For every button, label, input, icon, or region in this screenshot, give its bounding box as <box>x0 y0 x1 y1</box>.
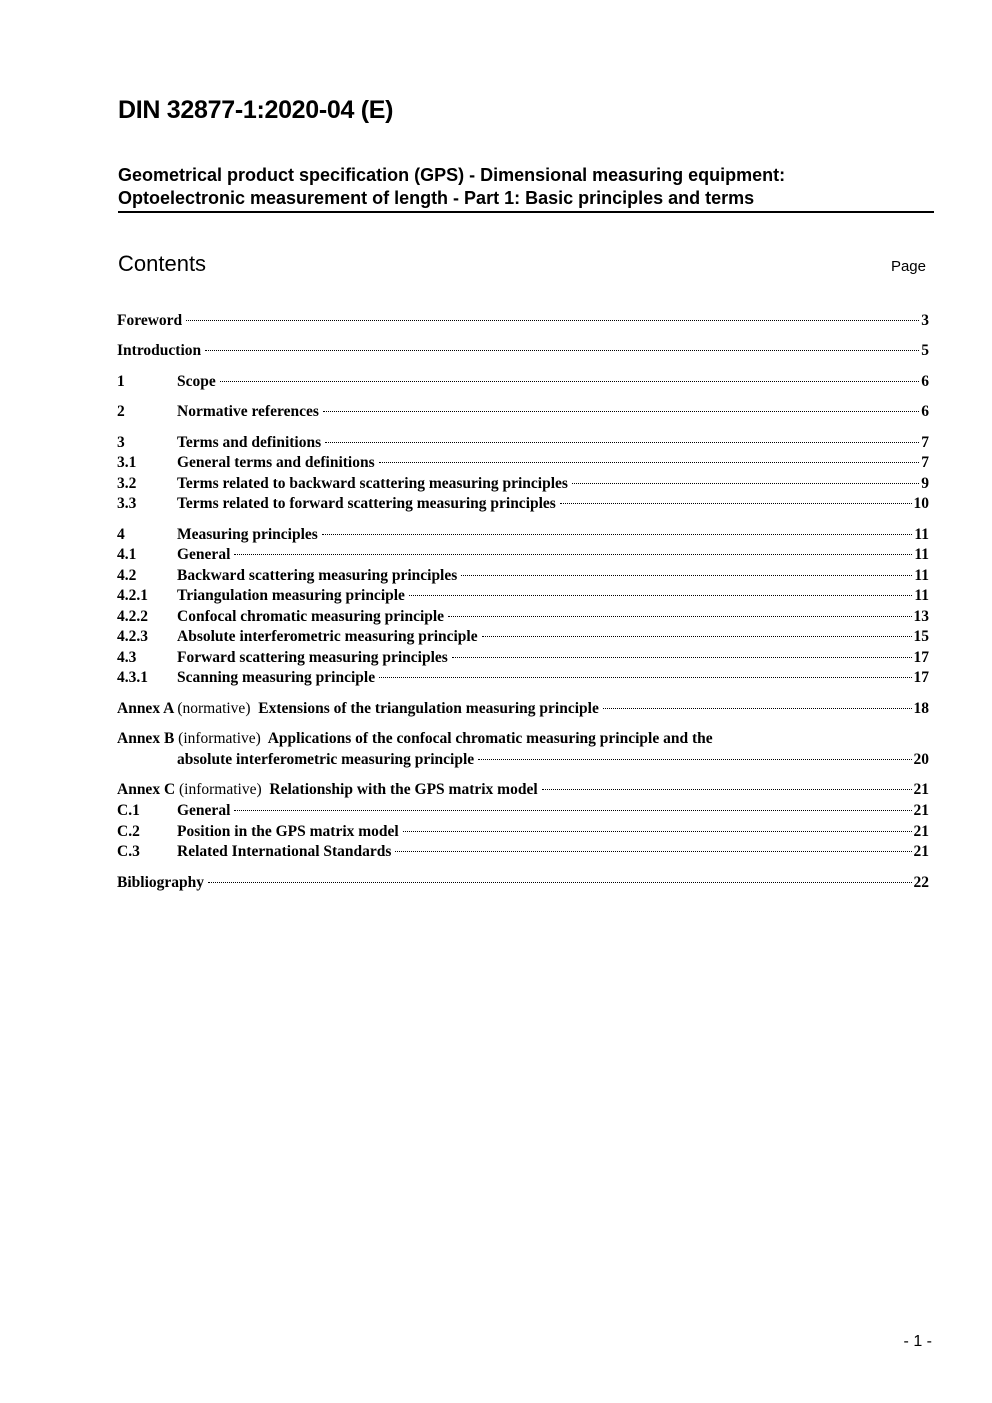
toc-entry-number: C.3 <box>117 843 140 860</box>
toc-entry-number: 3.2 <box>117 475 137 492</box>
document-title-line-1: Geometrical product specification (GPS) - Dimensional measuring equipment: <box>118 165 786 185</box>
toc-entry-page: 21 <box>913 802 929 819</box>
toc-entry-number: 4.2.2 <box>117 608 148 625</box>
toc-entry-introduction[interactable] <box>117 341 929 361</box>
toc-entry-annex-b-line-1[interactable] <box>117 729 929 749</box>
toc-entry-title: Scope <box>177 373 216 390</box>
toc-entry-page: 6 <box>921 403 929 420</box>
toc-entry-page: 13 <box>913 608 929 625</box>
toc-entry-page: 15 <box>913 628 929 645</box>
annex-kind: (informative) <box>178 730 261 747</box>
dot-leader <box>205 350 919 351</box>
toc-entry-title: General <box>177 802 231 819</box>
toc-entry-bibliography[interactable] <box>117 873 929 893</box>
document-title-line-2: Optoelectronic measurement of length - Part 1: Basic principles and terms <box>118 188 755 208</box>
toc-entry-page: 10 <box>913 495 929 512</box>
dot-leader <box>220 381 920 382</box>
contents-heading: Contents <box>118 251 207 276</box>
toc-entry-title: Scanning measuring principle <box>177 669 376 686</box>
toc-entry-number: 4.3.1 <box>117 669 148 686</box>
toc-entry-backward-terms[interactable] <box>117 474 929 494</box>
dot-leader <box>560 503 912 504</box>
toc-entry-absolute-interferometric[interactable] <box>117 627 929 647</box>
toc-entry-c2-position[interactable] <box>117 822 929 842</box>
dot-leader <box>234 554 912 555</box>
dot-leader <box>186 320 919 321</box>
dot-leader <box>452 657 912 658</box>
toc-entry-number: 4.1 <box>117 546 137 563</box>
toc-entry-annex-c[interactable] <box>117 780 929 800</box>
toc-entry-title: Relationship with the GPS matrix model <box>269 781 538 798</box>
toc-entry-title: Foreword <box>117 312 183 329</box>
toc-entry-title: Bibliography <box>117 874 204 891</box>
toc-entry-number: 4.2.3 <box>117 628 148 645</box>
toc-entry-title: Position in the GPS matrix model <box>177 823 399 840</box>
dot-leader <box>409 595 912 596</box>
toc-entry-page: 21 <box>913 823 929 840</box>
dot-leader <box>325 442 919 443</box>
toc-entry-title: Terms related to backward scattering measuring principles <box>177 475 568 492</box>
toc-entry-title: Related International Standards <box>177 843 392 860</box>
annex-label: Annex A <box>117 700 174 717</box>
toc-entry-page: 11 <box>914 546 929 563</box>
dot-leader <box>234 810 911 811</box>
dot-leader <box>379 677 911 678</box>
dot-leader <box>322 534 913 535</box>
toc-entry-page: 21 <box>913 781 929 798</box>
dot-leader <box>379 462 920 463</box>
toc-entry-triangulation[interactable] <box>117 586 929 606</box>
document-id: DIN 32877-1:2020-04 (E) <box>118 96 394 124</box>
toc-entry-number: 4.2 <box>117 567 137 584</box>
dot-leader <box>208 882 912 883</box>
toc-entry-title: Normative references <box>177 403 319 420</box>
page-column-heading: Page <box>890 258 926 275</box>
toc-entry-scope[interactable] <box>117 372 929 392</box>
toc-entry-general[interactable] <box>117 545 929 565</box>
dot-leader <box>478 759 911 760</box>
toc-entry-page: 9 <box>921 475 929 492</box>
toc-entry-page: 6 <box>921 373 929 390</box>
annex-kind: (normative) <box>177 700 251 717</box>
toc-entry-number: 4 <box>117 526 125 543</box>
toc-entry-title: Extensions of the triangulation measuring principle <box>258 700 599 717</box>
toc-entry-number: 3.1 <box>117 454 137 471</box>
toc-entry-foreword[interactable] <box>117 311 929 331</box>
toc-entry-confocal-chromatic[interactable] <box>117 607 929 627</box>
annex-kind: (informative) <box>179 781 262 798</box>
toc-entry-normative-references[interactable] <box>117 402 929 422</box>
toc-entry-page: 22 <box>913 874 929 891</box>
toc-entry-page: 5 <box>921 342 929 359</box>
toc-entry-title: General <box>177 546 231 563</box>
toc-entry-page: 7 <box>921 454 929 471</box>
toc-entry-page: 21 <box>913 843 929 860</box>
toc-entry-forward-terms[interactable] <box>117 494 929 514</box>
toc-entry-page: 20 <box>913 751 929 768</box>
toc-entry-page: 17 <box>913 649 929 666</box>
toc-entry-measuring-principles[interactable] <box>117 525 929 545</box>
toc-entry-number: 2 <box>117 403 125 420</box>
toc-entry-title: Absolute interferometric measuring principle <box>177 628 478 645</box>
dot-leader <box>448 616 911 617</box>
toc-entry-title: Measuring principles <box>177 526 318 543</box>
toc-entry-number: 3 <box>117 434 125 451</box>
toc-entry-page: 11 <box>914 587 929 604</box>
toc-entry-page: 7 <box>921 434 929 451</box>
dot-leader <box>482 636 912 637</box>
toc-entry-number: 1 <box>117 373 125 390</box>
toc-entry-general-terms[interactable] <box>117 453 929 473</box>
toc-entry-c1-general[interactable] <box>117 801 929 821</box>
toc-entry-number: C.1 <box>117 802 140 819</box>
toc-entry-title: Applications of the confocal chromatic measuring principle and the <box>267 730 713 747</box>
toc-entry-page: 11 <box>914 526 929 543</box>
toc-entry-title: General terms and definitions <box>177 454 375 471</box>
toc-entry-page: 11 <box>914 567 929 584</box>
toc-entry-backward-principles[interactable] <box>117 566 929 586</box>
document-title <box>118 164 934 213</box>
toc-entry-number: 3.3 <box>117 495 137 512</box>
annex-label: Annex B <box>117 730 175 747</box>
toc-entry-page: 3 <box>921 312 929 329</box>
page-number: - 1 - <box>903 1333 932 1350</box>
toc-entry-c3-related[interactable] <box>117 842 929 862</box>
toc-entry-page: 17 <box>913 669 929 686</box>
dot-leader <box>395 851 911 852</box>
toc-entry-annex-b-line-2[interactable] <box>117 750 929 770</box>
toc-entry-title: Triangulation measuring principle <box>177 587 405 604</box>
toc-entry-page: 18 <box>913 700 929 717</box>
toc-entry-title: Terms related to forward scattering measuring principles <box>177 495 556 512</box>
toc-entry-title: Introduction <box>117 342 202 359</box>
dot-leader <box>572 483 919 484</box>
toc-entry-terms-and-definitions[interactable] <box>117 433 929 453</box>
toc-entry-title: Terms and definitions <box>177 434 322 451</box>
annex-label: Annex C <box>117 781 176 798</box>
toc-entry-title: Forward scattering measuring principles <box>177 649 448 666</box>
dot-leader <box>403 831 912 832</box>
toc-entry-title: Backward scattering measuring principles <box>177 567 458 584</box>
toc-entry-title: Confocal chromatic measuring principle <box>177 608 445 625</box>
dot-leader <box>323 411 919 412</box>
dot-leader <box>603 708 912 709</box>
toc-entry-title-continuation: absolute interferometric measuring principle <box>177 751 475 768</box>
toc-entry-annex-a[interactable] <box>117 699 929 719</box>
toc-entry-number: 4.3 <box>117 649 137 666</box>
toc-entry-number: 4.2.1 <box>117 587 148 604</box>
dot-leader <box>542 789 912 790</box>
toc-entry-number: C.2 <box>117 823 140 840</box>
dot-leader <box>461 575 912 576</box>
toc-entry-scanning[interactable] <box>117 668 929 688</box>
toc-entry-forward-principles[interactable] <box>117 648 929 668</box>
